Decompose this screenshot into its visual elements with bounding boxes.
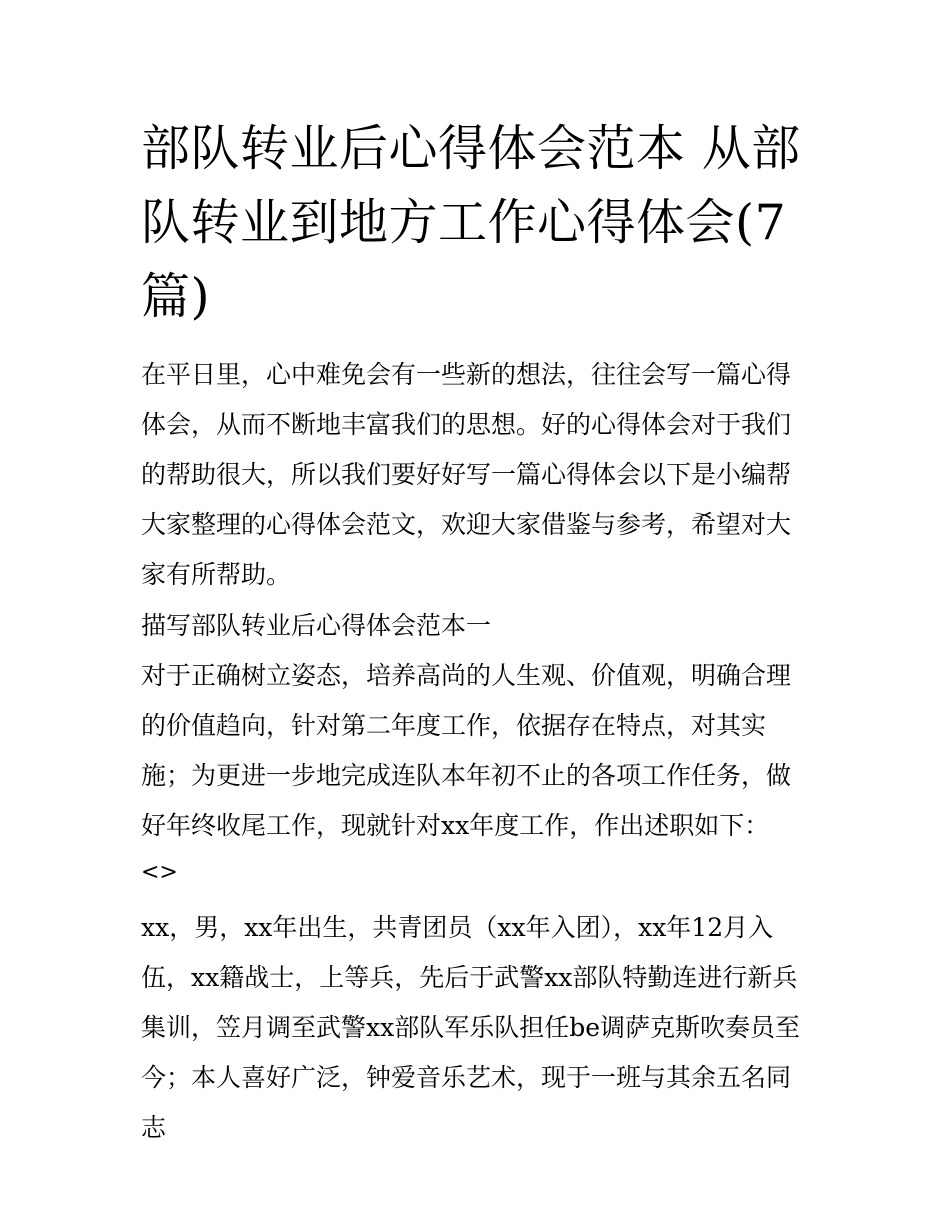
profile-paragraph: xx，男，xx年出生，共青团员（xx年入团），xx年12月入伍，xx籍战士，上等兵，先后于武警xx部队特勤连进行新兵集训，笠月调至武警xx部队军乐队担任be调萨克斯吹奏员至今；本人喜好广泛，钟爱音乐艺术，现于一班与其余五名同志 — [141, 913, 800, 1142]
section-body-paragraph: 对于正确树立姿态，培养高尚的人生观、价值观，明确合理的价值趋向，针对第二年度工作，依据存在特点，对其实施；为更进一步地完成连队本年初不止的各项工作任务，做好年终收尾工作，现就针对xx年度工作，作出述职如下： — [141, 661, 792, 840]
placeholder-marker: <> — [141, 860, 178, 885]
intro-paragraph: 在平日里，心中难免会有一些新的想法，往往会写一篇心得体会，从而不断地丰富我们的思想。好的心得体会对于我们的帮助很大，所以我们要好好写一篇心得体会以下是小编帮大家整理的心得体会范文，欢迎大家借鉴与参考，希望对大家有所帮助。 — [141, 360, 792, 589]
section-heading: 描写部队转业后心得体会范本一 — [141, 611, 492, 640]
document-page — [141, 112, 813, 1153]
document-title: 部队转业后心得体会范本 从部队转业到地方工作心得体会(7篇) — [141, 120, 801, 325]
